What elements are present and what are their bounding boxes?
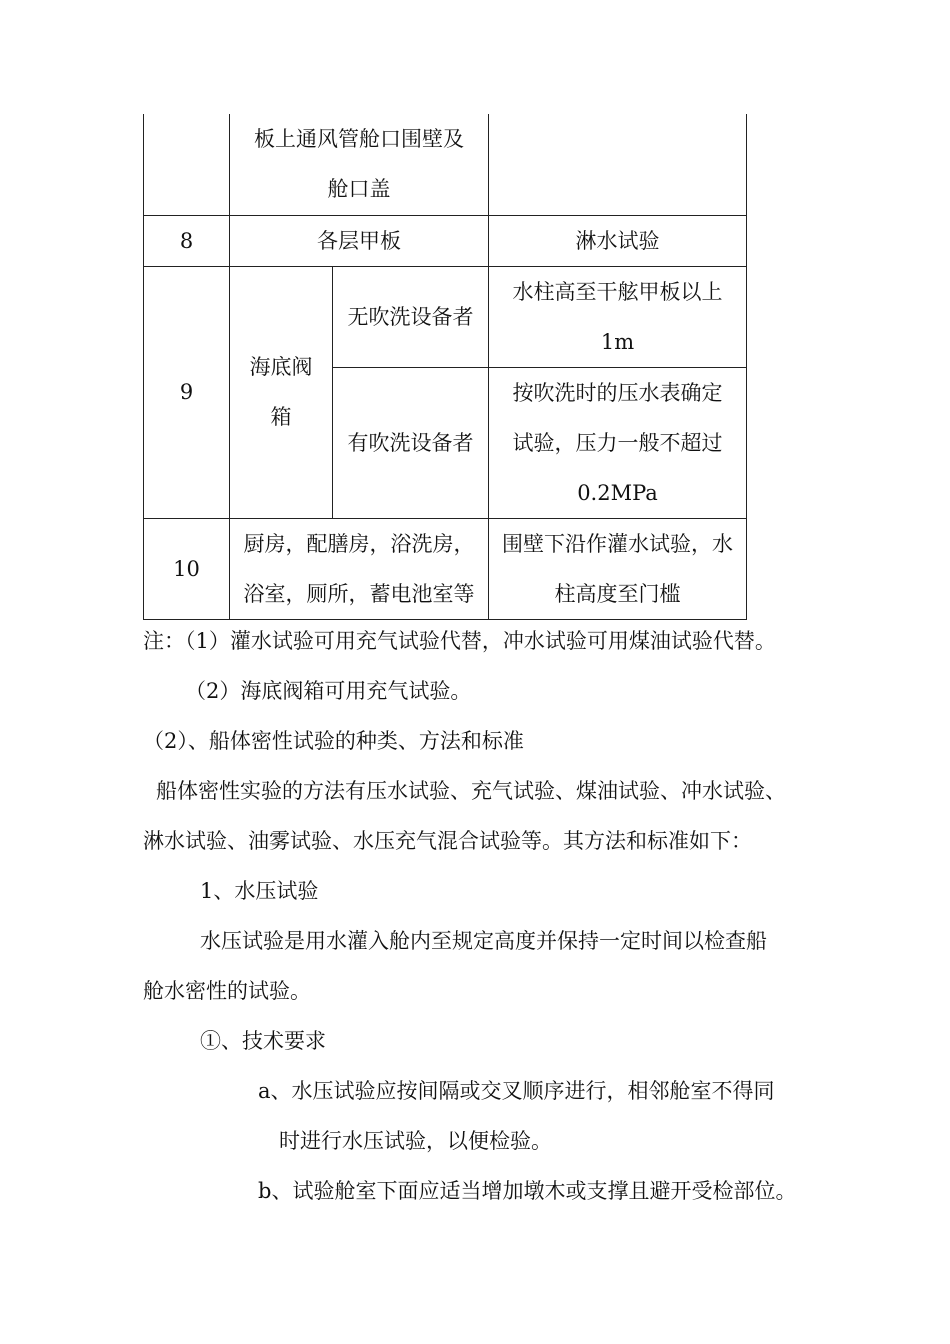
cell-text: 1m: [600, 329, 635, 354]
cell-no: 9: [144, 266, 230, 518]
cell-item: [230, 518, 489, 619]
cell-text: 海底阀: [249, 355, 313, 379]
cell-no: [144, 114, 230, 215]
list-item-a-cont: 时进行水压试验，以便检验。: [279, 1129, 552, 1153]
table-row: [144, 266, 747, 367]
cell-condition: 无吹洗设备者: [333, 266, 489, 367]
cell-text: 浴室，厕所，蓄电池室等: [243, 581, 475, 606]
cell-condition: 有吹洗设备者: [333, 367, 489, 518]
cell-no: 8: [144, 215, 230, 266]
cell-item: [230, 266, 333, 518]
table-row: [144, 518, 747, 619]
cell-text: 按吹洗时的压水表确定: [512, 380, 723, 405]
cell-method: [489, 518, 747, 619]
cell-method: [489, 266, 747, 367]
cell-text: 板上通风管舱口围壁及: [254, 127, 464, 152]
paragraph-line: 水压试验是用水灌入舱内至规定高度并保持一定时间以检查船: [200, 929, 767, 953]
cell-text: 箱: [270, 405, 292, 429]
cell-text: 0.2MPa: [577, 480, 658, 505]
test-table: [143, 114, 747, 620]
note-2: （2）海底阀箱可用充气试验。: [185, 679, 472, 703]
tech-heading: ①、技术要求: [200, 1029, 326, 1053]
paragraph-line: 船体密性实验的方法有压水试验、充气试验、煤油试验、冲水试验、: [156, 779, 786, 803]
cell-text: 柱高度至门槛: [554, 581, 681, 606]
cell-item: [230, 114, 489, 215]
cell-text: 舱口盖: [327, 177, 391, 202]
note-1: 注：（1）灌水试验可用充气试验代替，冲水试验可用煤油试验代替。: [143, 629, 776, 653]
list-item-b: b、试验舱室下面应适当增加墩木或支撑且避开受检部位。: [258, 1179, 797, 1203]
cell-text: 厨房，配膳房，浴洗房，: [243, 531, 475, 556]
paragraph-line: 舱水密性的试验。: [143, 979, 311, 1003]
list-item-a: a、水压试验应按间隔或交叉顺序进行，相邻舱室不得同: [258, 1079, 775, 1103]
cell-method: [489, 114, 747, 215]
section-heading: （2）、船体密性试验的种类、方法和标准: [143, 729, 524, 753]
cell-method: 淋水试验: [489, 215, 747, 266]
subsection-heading: 1、水压试验: [200, 879, 319, 903]
cell-method: [489, 367, 747, 518]
table-row: [144, 215, 747, 266]
cell-no: 10: [144, 518, 230, 619]
table-row: [144, 114, 747, 215]
paragraph-line: 淋水试验、油雾试验、水压充气混合试验等。其方法和标准如下：: [143, 829, 752, 853]
cell-text: 围壁下沿作灌水试验，水: [502, 531, 733, 556]
cell-item: 各层甲板: [230, 215, 489, 266]
cell-text: 水柱高至干舷甲板以上: [512, 279, 723, 304]
cell-text: 试验，压力一般不超过: [512, 430, 723, 455]
